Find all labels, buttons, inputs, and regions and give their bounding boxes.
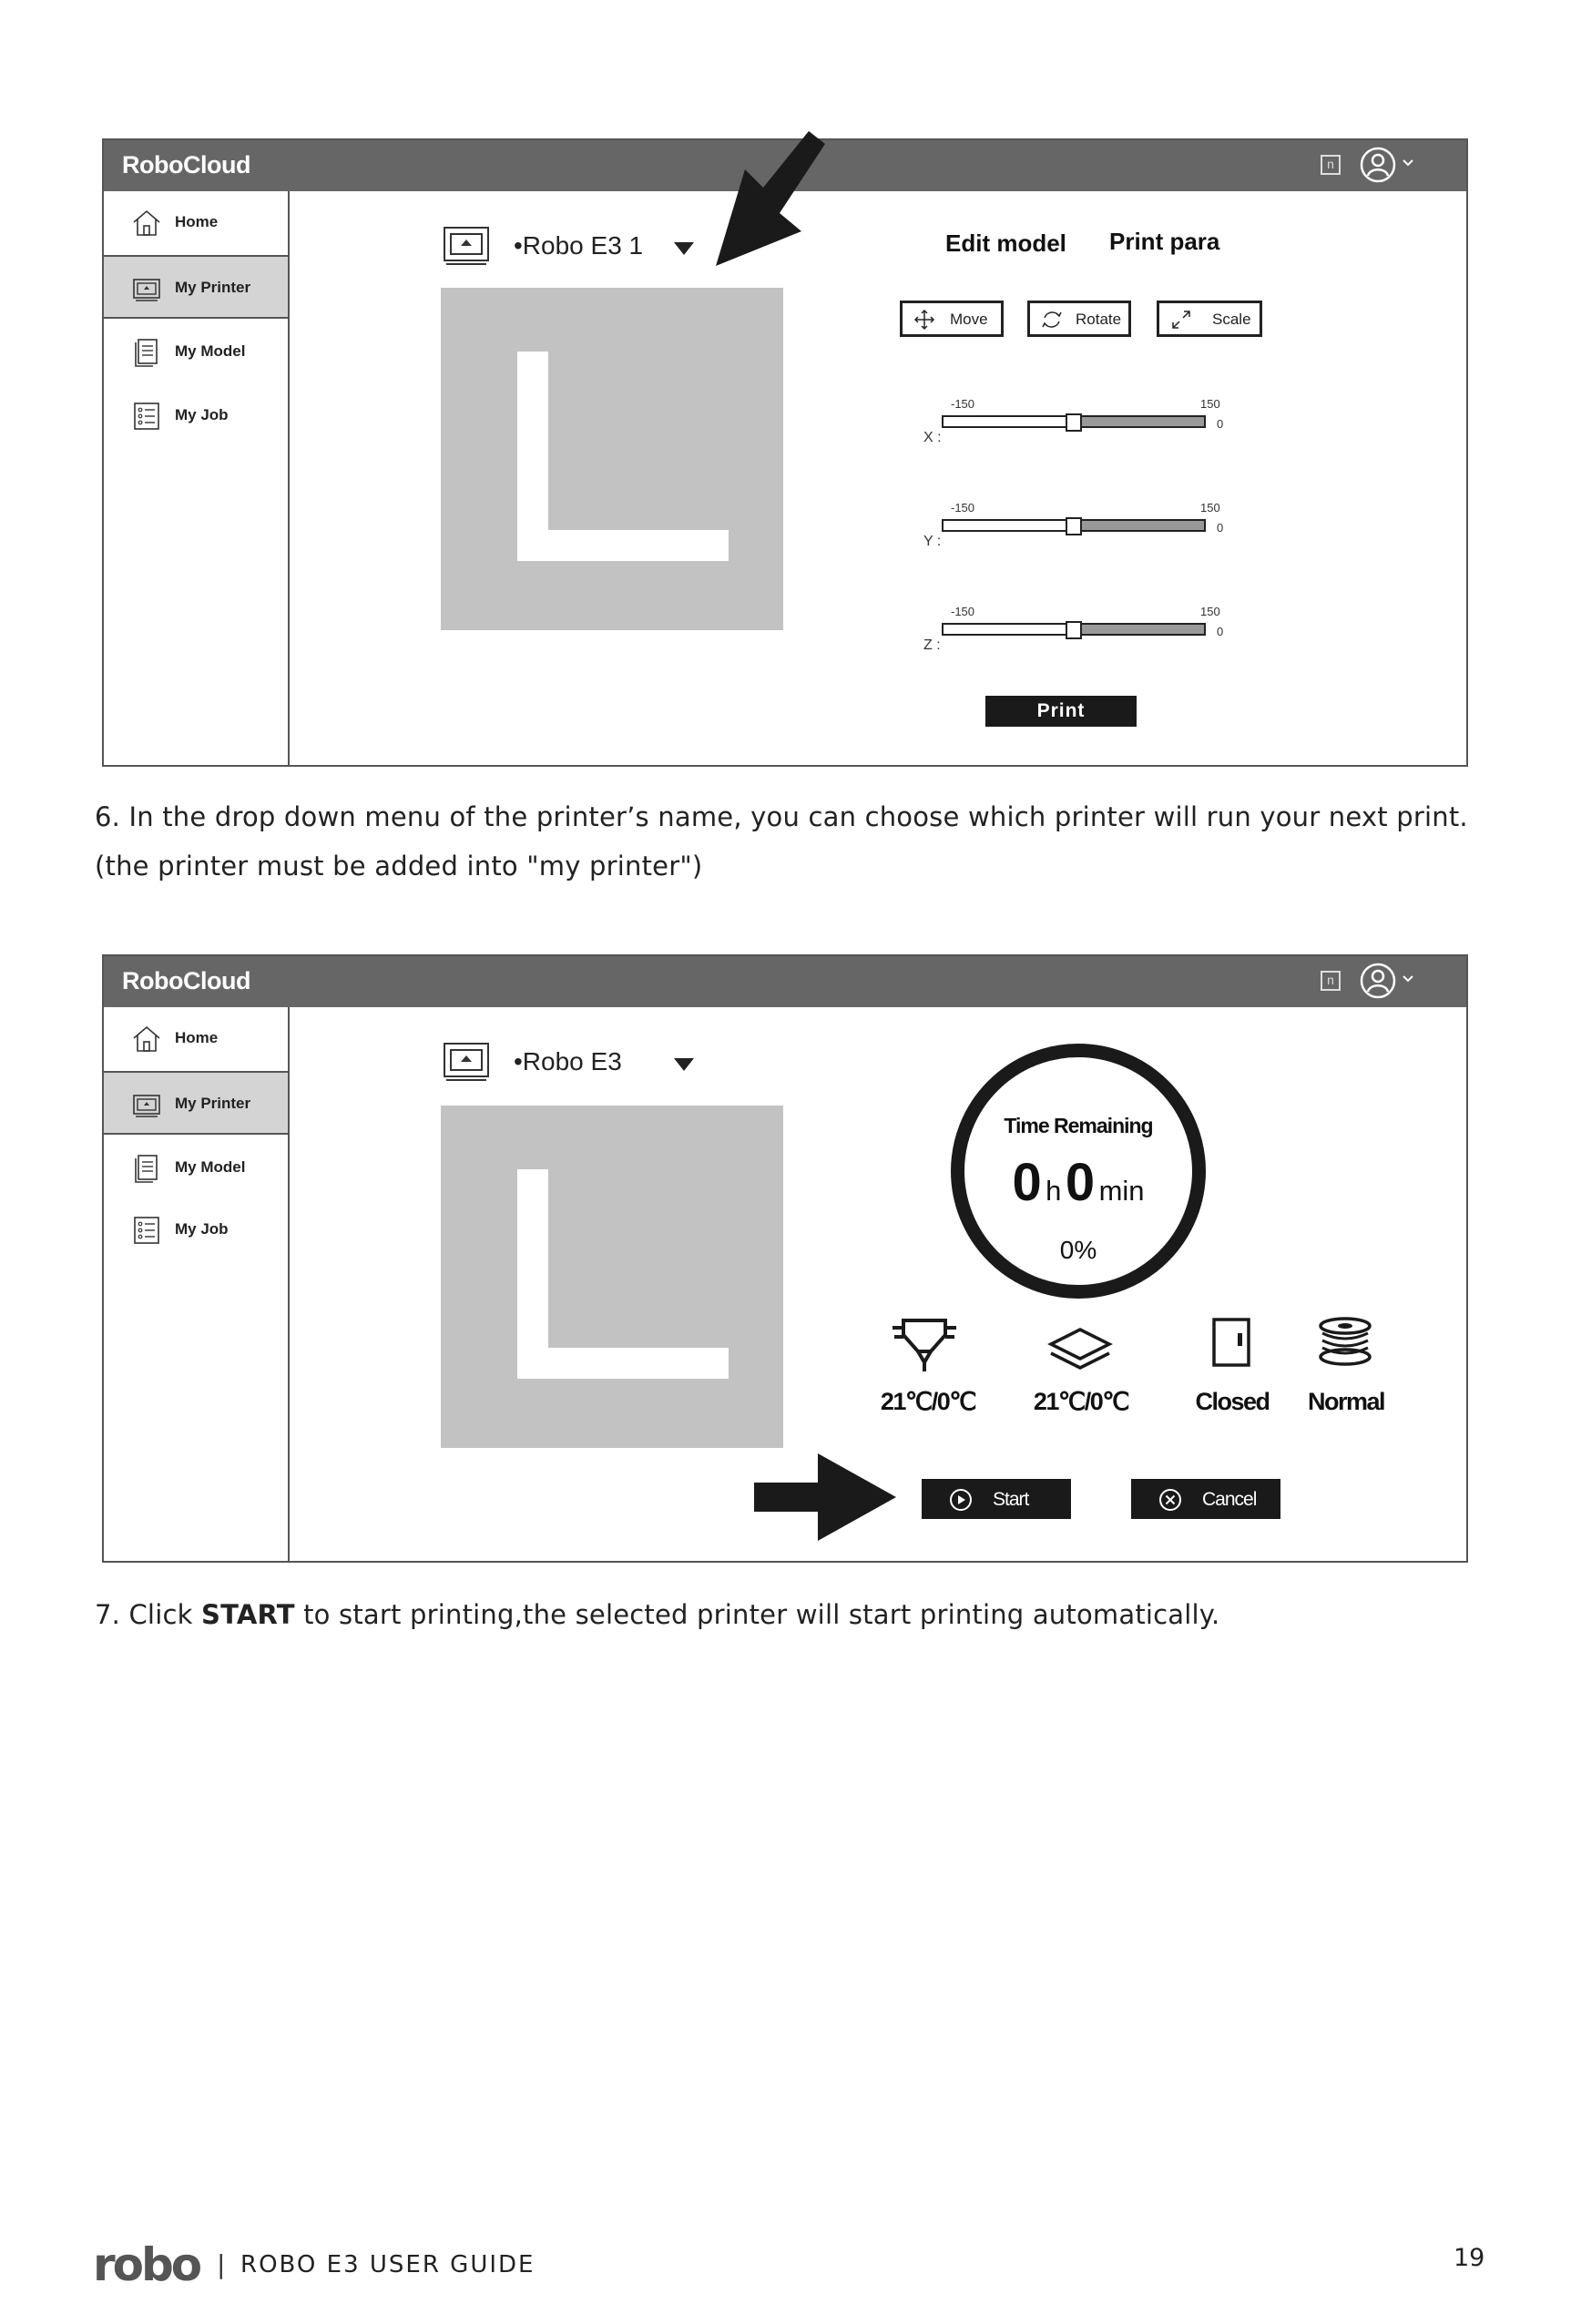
model-icon	[131, 337, 162, 368]
minutes-unit: min	[1098, 1175, 1145, 1207]
filament-spool-icon	[1317, 1317, 1373, 1368]
printer-name-dropdown[interactable]: •Robo E3	[514, 1047, 622, 1075]
move-label: Move	[950, 311, 988, 328]
sidebar-item-my-printer[interactable]	[104, 255, 288, 319]
start-label: Start	[993, 1489, 1029, 1510]
filament-status: Normal	[1307, 1388, 1385, 1415]
sidebar-item-label: My Printer	[175, 1095, 251, 1112]
pointer-arrow-icon	[754, 1453, 898, 1541]
notification-icon[interactable]: n	[1321, 971, 1341, 991]
printer-select-icon	[443, 226, 490, 266]
user-account-icon[interactable]	[1359, 962, 1397, 1000]
nozzle-temperature: 21℃/0℃	[880, 1388, 976, 1415]
instruction-7-bold: START	[201, 1599, 295, 1630]
minutes-value: 0	[1065, 1153, 1096, 1212]
model-preview	[441, 288, 783, 630]
cancel-button[interactable]	[1131, 1479, 1280, 1519]
printer-icon	[131, 1089, 162, 1120]
sidebar-item-label: My Job	[175, 1220, 229, 1238]
sidebar	[104, 191, 290, 765]
slider-track[interactable]	[942, 519, 1206, 532]
slider-value: 0	[1217, 521, 1224, 535]
slider-track[interactable]	[942, 415, 1206, 428]
door-status: Closed	[1195, 1388, 1270, 1415]
start-button[interactable]	[922, 1479, 1071, 1519]
z-axis-slider[interactable]	[923, 605, 1270, 668]
sidebar-item-label: My Model	[175, 1158, 246, 1176]
slider-min: -150	[951, 501, 975, 515]
footer-separator: |	[217, 2249, 226, 2279]
model-preview	[441, 1106, 783, 1448]
title-bar	[104, 956, 1466, 1007]
instruction-7	[95, 1590, 1219, 1639]
hours-value: 0	[1012, 1153, 1042, 1212]
slider-track[interactable]	[942, 623, 1206, 636]
scale-button[interactable]	[1157, 301, 1262, 337]
bed-temperature: 21℃/0℃	[1033, 1388, 1129, 1415]
printer-name-dropdown[interactable]: •Robo E3 1	[514, 231, 644, 260]
tab-edit-model[interactable]: Edit model	[945, 229, 1066, 257]
slider-value: 0	[1217, 417, 1224, 431]
chevron-down-icon[interactable]	[1401, 157, 1415, 169]
sidebar-item-label: Home	[175, 1029, 219, 1046]
tab-print-para[interactable]: Print para	[1109, 228, 1220, 255]
instruction-7-prefix: 7. Click	[95, 1599, 202, 1630]
guide-title: ROBO E3 USER GUIDE	[240, 2251, 536, 2278]
pointer-arrow-icon	[689, 131, 834, 268]
door-icon	[1211, 1317, 1251, 1368]
slider-max: 150	[1200, 397, 1220, 411]
sidebar-item-label: My Printer	[175, 279, 251, 296]
x-axis-slider[interactable]	[923, 397, 1270, 461]
nozzle-icon	[893, 1315, 956, 1373]
instruction-6-line-1: 6. In the drop down menu of the printer’s name, you can choose which printer will run your next print.	[95, 801, 1468, 832]
instruction-6-line-2: (the printer must be added into "my printer")	[95, 851, 703, 882]
app-title: RoboCloud	[122, 151, 250, 178]
sidebar-item-label: Home	[175, 213, 219, 230]
close-icon	[1158, 1488, 1182, 1512]
hours-unit: h	[1046, 1175, 1062, 1207]
sidebar-item-home[interactable]	[104, 191, 288, 255]
slider-min: -150	[951, 397, 975, 411]
time-remaining-value	[964, 1152, 1192, 1213]
cancel-label: Cancel	[1202, 1489, 1257, 1510]
scale-icon	[1170, 309, 1192, 331]
robocloud-window-printing	[102, 954, 1468, 1563]
notification-icon[interactable]: n	[1321, 155, 1341, 175]
axis-label: Y :	[923, 534, 942, 549]
slider-max: 150	[1200, 605, 1220, 618]
slider-thumb[interactable]	[1066, 517, 1082, 535]
instruction-7-suffix: to start printing,the selected printer will start printing automatically.	[294, 1599, 1220, 1630]
slider-value: 0	[1217, 625, 1224, 638]
axis-label: X :	[923, 430, 942, 445]
chevron-down-icon[interactable]	[1401, 973, 1415, 985]
app-title: RoboCloud	[122, 967, 250, 994]
play-icon	[949, 1488, 973, 1512]
scale-label: Scale	[1212, 311, 1251, 328]
sidebar-item-my-job[interactable]	[104, 1198, 288, 1262]
slider-thumb[interactable]	[1066, 413, 1082, 432]
y-axis-slider[interactable]	[923, 501, 1270, 565]
home-icon	[131, 1024, 162, 1055]
sidebar-item-my-model[interactable]	[104, 1137, 288, 1200]
rotate-label: Rotate	[1076, 311, 1122, 328]
sidebar-item-label: My Job	[175, 406, 229, 423]
sidebar	[104, 1007, 290, 1561]
rotate-icon	[1041, 309, 1063, 331]
job-icon	[131, 1215, 162, 1246]
sidebar-item-home[interactable]	[104, 1007, 288, 1071]
model-shape	[517, 1348, 729, 1379]
home-icon	[131, 208, 162, 239]
progress-percent: 0%	[1059, 1236, 1097, 1264]
time-remaining-dial	[951, 1044, 1206, 1299]
rotate-button[interactable]	[1027, 301, 1131, 337]
printer-select-icon	[443, 1042, 490, 1082]
print-button[interactable]: Print	[985, 696, 1137, 727]
sidebar-item-label: My Model	[175, 342, 246, 360]
page-number: 19	[1454, 2244, 1485, 2272]
model-icon	[131, 1153, 162, 1184]
slider-thumb[interactable]	[1066, 621, 1082, 639]
slider-fill	[1074, 625, 1204, 634]
sidebar-item-my-printer[interactable]	[104, 1071, 288, 1135]
slider-max: 150	[1200, 501, 1220, 515]
move-button[interactable]	[900, 301, 1004, 337]
axis-label: Z :	[923, 637, 941, 653]
user-account-icon[interactable]	[1359, 146, 1397, 184]
model-shape	[517, 530, 729, 561]
move-icon	[913, 309, 935, 331]
robocloud-window-edit	[102, 138, 1468, 767]
slider-min: -150	[951, 605, 975, 618]
bed-layers-icon	[1047, 1326, 1113, 1371]
job-icon	[131, 401, 162, 432]
sidebar-item-my-model[interactable]	[104, 321, 288, 384]
robo-logo: robo	[93, 2238, 200, 2291]
dropdown-arrow-icon[interactable]	[674, 1058, 694, 1071]
printer-icon	[131, 273, 162, 304]
slider-fill	[1074, 417, 1204, 426]
time-remaining-title: Time Remaining	[1004, 1114, 1153, 1137]
sidebar-item-my-job[interactable]	[104, 384, 288, 448]
slider-fill	[1074, 521, 1204, 530]
